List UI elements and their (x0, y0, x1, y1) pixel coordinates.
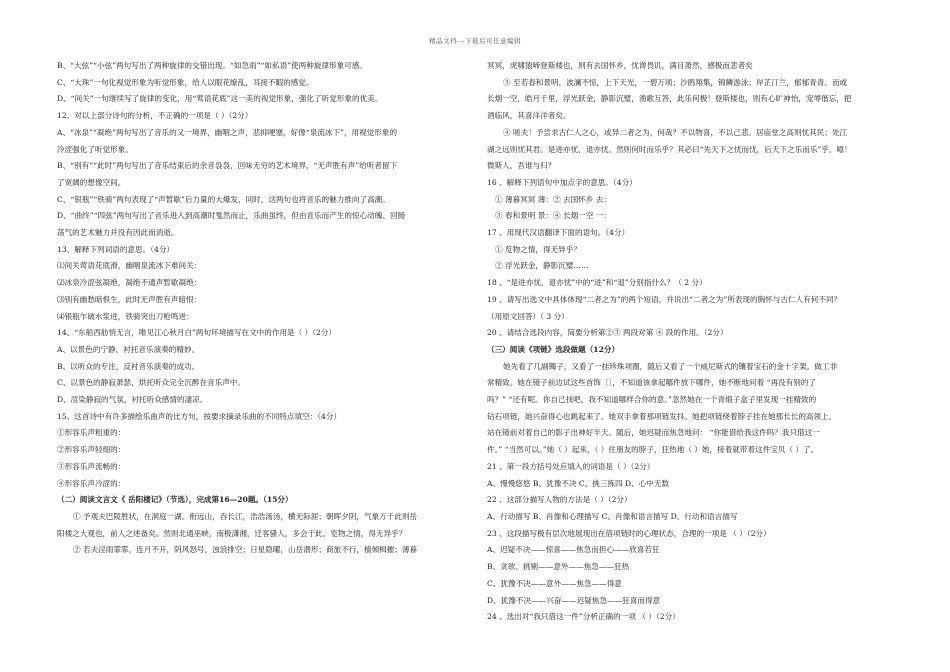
question-line: 24 、选出对“我只借这一件”分析正确的一项 （ ）（2分） (487, 612, 680, 622)
passage-line: 她先看了几副镯子，又看了一挂珍珠项圈，随后又看了一个威尼斯式的镶着宝石的金十字架，做工非 (503, 361, 838, 371)
question-line: 17 、用现代汉语翻译下面的语句。（4分） (487, 228, 630, 238)
question-line: ②形容乐声轻细的： (57, 445, 126, 455)
question-line: C、“大珠”一句化视觉形象为听觉形象，给人以眼花缭乱，耳接不暇的感觉。 (57, 77, 314, 87)
page-header: 精品文档---下载后可任意编辑 (428, 37, 522, 45)
question-line: A、迟疑不决——惊喜——焦急而担心——欣喜若狂 (487, 545, 660, 555)
passage-line: 酒临风，其喜洋洋者矣。 (487, 111, 571, 121)
question-line: （用原文回答）（ 3 分） (487, 311, 569, 321)
question-line: ④形容乐声冷涩的： (57, 478, 126, 488)
question-line: D、渲染静寂的气氛，衬托听众感情的凄凉。 (57, 395, 208, 405)
passage-line: 湖之远则忧其君。是进亦忧，退亦忧。然则何时而乐乎？其必曰“先天下之忧而忧，后天下之乐而乐”乎。噫！ (487, 144, 852, 154)
question-line: D、“曲终”“四弦”两句写出了音乐进入到高潮时戛然而止，乐曲虽终，但由音乐而产生的惊心动魄、回肠 (57, 211, 406, 221)
question-line: 荡气的艺术魅力并没有因此而消逝。 (57, 228, 179, 238)
passage-line: ① 予观夫巴陵胜状，在洞庭一湖。衔远山，吞长江，浩浩汤汤，横无际涯；朝晖夕阴，气象万千此则岳 (73, 511, 418, 521)
question-line: 20 、请结合选段内容，简要分析第②③ 两段对第 ④ 段的作用。（2分） (487, 328, 728, 338)
question-line: D、犹豫不决——兴奋——迟疑焦急——狂喜而得意 (487, 595, 661, 605)
question-line: 21 、第一段方括号处应填入的词语是（ ）（2分） (487, 461, 655, 471)
question-line: 冷涩强化了听觉形象。 (57, 144, 133, 154)
question-line: ② 浮光跃金，静影沉璧…… (495, 261, 589, 271)
question-line: 19 、请写出选文中具体体现“二者之为”的两个短语，并说出“二者之为”所表现的胸怀与古仁人有何不同？ (487, 294, 842, 304)
section-heading: （三）阅读《项链》选段做题（12分） (487, 344, 620, 354)
question-line: 23 、这段描写极有层次地展现出在借项链时的心理状态，合理的一项是 （ ）（2分） (487, 528, 771, 538)
passage-line: 冥冥，虎啸猿啼登斯楼也，则有去国怀乡，忧谗畏讥，满目萧然，感极而悲者矣 (487, 61, 753, 70)
passage-line: 常精致。她在镜子前边试这些首饰〔〕，不知道该拿起哪件放下哪件，她不断地问着 “再没有别的了 (487, 378, 817, 388)
question-line: ① 览物之情，得无异乎？ (495, 244, 581, 254)
question-line: ⑵冰泉冷涩弦凝绝，凝绝不通声暂歇凝绝： (57, 278, 202, 288)
passage-line: 微斯人，吾谁与归？ (487, 161, 556, 171)
question-line: 16 、解释下列语句中加点字的意思。（4分） (487, 177, 637, 187)
question-line: 22 、这部分描写人物的方法是（ ）（2分） (487, 495, 632, 505)
question-line: ③形容乐声流畅的： (57, 461, 126, 471)
question-line: C、“银瓶”“铁骑”两句表现了“声暂歇”后力量的大爆发，同时，这两句也将音乐的魅力推向了高潮。 (57, 194, 390, 204)
question-line: 12、对以上部分诗句的分析，不正确的一项是（ ）（2分） (57, 111, 253, 121)
passage-line: 件。” “当然可以。”她（ ）起来，（ ）住朋友的脖子，狂热地（ ）她，接着就带着这件宝贝（ ）了。 (487, 445, 819, 455)
question-line: ① 薄暮冥冥 薄：② 去国怀乡 去： (495, 194, 611, 204)
question-line: ⑴间关莺语花底滑，幽咽泉流冰下难间关： (57, 261, 202, 271)
question-line: B、贪欲、挑剔——意外——焦急——狂热 (487, 562, 630, 572)
question-line: ③ 春和景明 景：④ 长烟一空 一： (495, 211, 611, 221)
section-heading: （二）阅读文言文《 岳阳楼记》（节选），完成第16—20题。（15分） (57, 495, 293, 505)
right-column (487, 58, 895, 626)
question-line: A、“冰泉”“凝绝”两句写出了音乐的又一境界，幽咽之声，悲抑哽塞，好像“泉流冰下”，用视觉形象的 (57, 127, 398, 137)
question-line: 14、“东船西舫悄无言，唯见江心秋月白”两句环境描写在文中的作用是（ ）（2分） (57, 328, 337, 338)
question-line: A、慢慢悠悠 B、犹豫不决 C、挑三拣四 D、心中无数 (487, 478, 670, 488)
question-line: C、以景色的静寂萧瑟，烘托听众完全沉醉在音乐声中。 (57, 378, 246, 388)
passage-line: 站在镜前对着自己的影子出神好半天。随后，她迟疑而焦急地问： “你能借给我这件吗？我只借这一 (487, 428, 820, 438)
question-line: A、以景色的宁静，衬托音乐演奏的精妙。 (57, 344, 200, 354)
question-line: D、“间关”一句继续写了旋律的变化，用“莺语花底”这一美的视觉形象，强化了听觉形象的优美。 (57, 94, 383, 104)
passage-line: ③ 至若春和景明，波澜不惊，上下天光，一碧万顷；沙鸥翔集，锦鳞游泳；岸芷汀兰，郁郁青青。而或 (503, 77, 848, 87)
question-line: 13、解释下列词语的意思。（4分） (57, 244, 175, 254)
question-line: ⑶别有幽愁暗恨生，此时无声胜有声暗恨： (57, 294, 202, 304)
question-line: B、以听众的专注，反衬音乐演奏的成功。 (57, 361, 200, 371)
passage-line: ④ 嗟夫！予尝求古仁人之心，或异二者之为，何哉？不以物喜，不以己悲。居庙堂之高则忧其民；处江 (503, 127, 848, 137)
question-line: 18 、“是进亦忧，退亦忧”中的“进”和“退”分别指什么？（ 2 分） (487, 278, 707, 288)
passage-line: 钻石项链，她兴奋得心也跳起来了。她双手拿着那项链发抖。她把项链绕着脖子挂在她那长长的高领上， (487, 411, 837, 421)
question-line: 了宽阔的想像空间。 (57, 177, 126, 187)
question-line: A、行动描写 B、肖像和心理描写 C、肖像和语言描写 D、行动和语言描写 (487, 511, 738, 521)
question-line: C、犹豫不决——意外——焦急——得意 (487, 578, 622, 588)
passage-line: 长烟一空，皓月千里，浮光跃金，静影沉璧，渔歌互答，此乐何极！登斯楼也，则有心旷神怡，宠辱偕忘，把 (487, 94, 852, 104)
passage-line: ② 若夫淫雨霏霏，连月不开，阴风怒号，浊浪排空；日星隐曜，山岳潜形；商旅不行，樯倾楫摧；薄暮 (73, 545, 418, 555)
question-line: B、“大弦”“小弦”两句写出了两种旋律的交错出现。“如急雨”“如私语”使两种旋律形象可感。 (57, 61, 368, 70)
left-column (57, 58, 461, 559)
question-line: 15、这首诗中有许多描绘乐曲声的比方句，按要求摘录乐曲的不同特点填空：（4分） (57, 411, 342, 421)
passage-line: 阳楼之大观也，前人之述备矣。然则北通巫峡，南极潇湘，迁客骚人，多会于此，览物之情，得无异乎？ (57, 528, 407, 538)
passage-line: 吗？” “还有呢。你自己找吧，我不知道哪样合你的意。”忽然她在一个青缎子盒子里发现一挂精致的 (487, 395, 817, 405)
question-line: ①形容乐声粗重的： (57, 428, 126, 438)
question-line: ⑷银瓶乍破水浆迸，铁骑突出刀枪鸣迸： (57, 311, 194, 321)
question-line: B、“别有”“此时”两句写出了音乐结束后的余音袅袅，回味无穷的艺术境界，“无声胜有声”给听者留下 (57, 161, 398, 171)
